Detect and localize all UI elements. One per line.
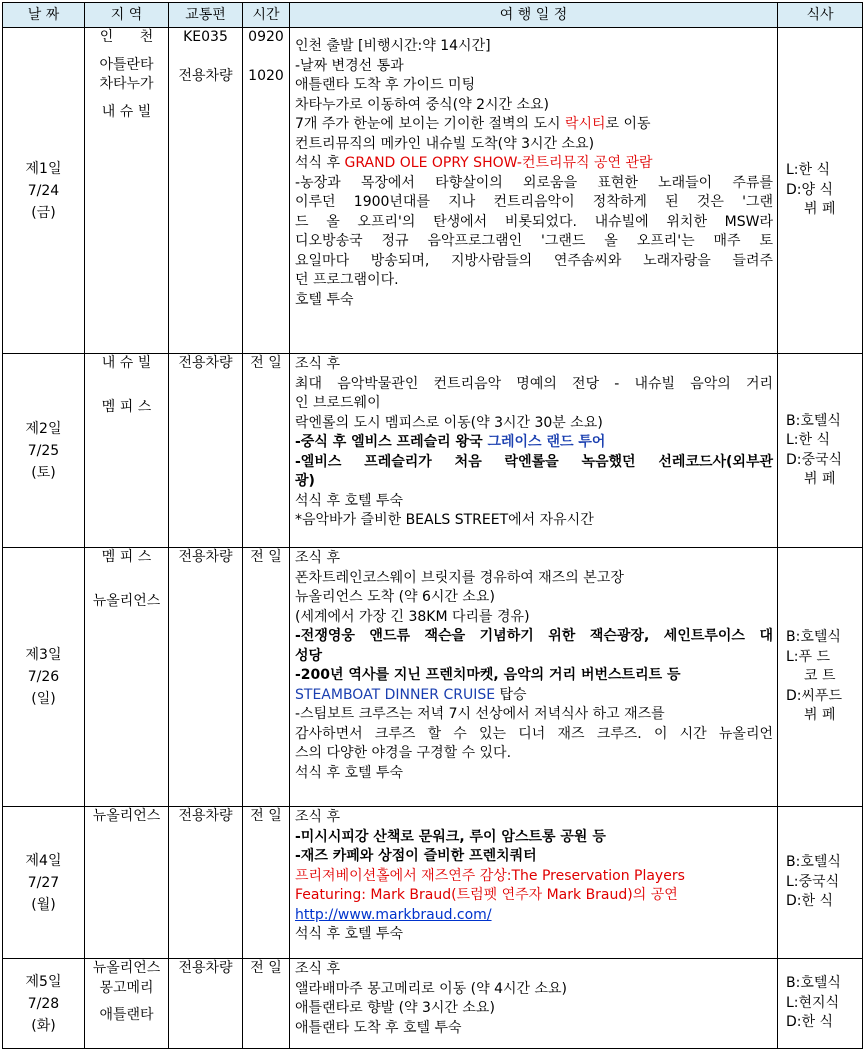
plan-line: 최대 음악박물관인 컨트리음악 명예의 전당 - 내슈빌 음악의 거리 bbox=[295, 375, 773, 392]
meal-item: D:한 식 bbox=[786, 893, 833, 910]
region-cell bbox=[85, 959, 169, 1049]
day-weekday: (금) bbox=[31, 204, 56, 221]
plan-line: 호텔 투숙 bbox=[295, 291, 354, 308]
meal-item: 뷔 페 bbox=[804, 707, 836, 724]
meal-item: D:중국식 bbox=[786, 451, 843, 468]
time-all-day: 전 일 bbox=[250, 549, 282, 565]
day-label: 제5일 bbox=[25, 973, 62, 990]
plan-line: 인천 출발 [비행시간:약 14시간] bbox=[295, 38, 491, 54]
time-cell bbox=[243, 959, 290, 1049]
meal-cell bbox=[778, 354, 863, 548]
plan-cell bbox=[290, 807, 778, 959]
meal-item: B:호텔식 bbox=[786, 975, 841, 992]
region-name: 멤 피 스 bbox=[101, 398, 152, 415]
plan-text: 탑승 bbox=[495, 686, 527, 703]
transport-mode: 전용차량 bbox=[178, 808, 233, 824]
time-cell bbox=[243, 354, 290, 548]
plan-line: 석식 후 호텔 투숙 bbox=[295, 492, 404, 509]
plan-cell bbox=[290, 959, 778, 1049]
header-row bbox=[3, 3, 863, 28]
plan-line: 던 프로그램이다. bbox=[295, 272, 399, 288]
meal-item: B:호텔식 bbox=[786, 854, 841, 871]
day-label: 제2일 bbox=[25, 420, 62, 437]
time-cell bbox=[243, 807, 290, 959]
region-name: 아틀란타 bbox=[99, 56, 154, 73]
header-transport: 교통편 bbox=[169, 3, 243, 28]
region-name: 뉴올리언스 bbox=[92, 960, 161, 976]
transport-cell bbox=[169, 807, 243, 959]
meal-item: L:현지식 bbox=[786, 994, 840, 1011]
plan-line: 차타누가로 이동하여 중식(약 2시간 소요) bbox=[295, 96, 550, 113]
transport-mode: 전용차량 bbox=[178, 68, 233, 84]
plan-line: 성당 bbox=[295, 647, 323, 664]
plan-line: 컨트리뮤직의 메카인 내슈빌 도착(약 3시간 소요) bbox=[295, 135, 595, 152]
arrival-time: 1020 bbox=[248, 68, 284, 84]
header-time: 시간 bbox=[243, 3, 290, 28]
day-weekday: (월) bbox=[31, 896, 56, 913]
plan-line: 요일마다 방송되며, 지방사람들의 연주솜씨와 노래자랑을 들려주 bbox=[295, 252, 773, 269]
plan-line: -엘비스 프레슬리가 처음 락엔롤을 녹음했던 선레코드사(외부관 bbox=[295, 453, 773, 470]
plan-line: 광) bbox=[295, 473, 315, 489]
meal-item: D:씨푸드 bbox=[786, 687, 843, 704]
day-row-2 bbox=[3, 354, 863, 548]
day-row-4 bbox=[3, 807, 863, 959]
highlight-preservation-hall: 프리져베이션홀에서 재즈연주 감상:The Preservation Players bbox=[295, 867, 685, 884]
plan-line: 석식 후 호텔 투숙 bbox=[295, 764, 404, 781]
transport-cell bbox=[169, 959, 243, 1049]
region-name: 차타누가 bbox=[99, 76, 154, 92]
plan-line: -재즈 카페와 상점이 즐비한 프렌치쿼터 bbox=[295, 848, 537, 864]
region-name: 내 슈 빌 bbox=[101, 103, 152, 120]
plan-line: -전쟁영웅 앤드류 잭슨을 기념하기 위한 잭슨광장, 세인트루이스 대 bbox=[295, 628, 773, 644]
region-cell bbox=[85, 28, 169, 354]
meal-item: 뷔 페 bbox=[804, 201, 836, 218]
plan-cell bbox=[290, 354, 778, 548]
plan-line: 감사하면서 크루즈 할 수 있는 디너 재즈 크루즈. 이 시간 뉴올리언 bbox=[295, 725, 773, 742]
flight-number: KE035 bbox=[183, 29, 228, 45]
plan-line bbox=[295, 115, 773, 135]
plan-text: 석식 후 bbox=[295, 155, 345, 171]
meal-item: B:호텔식 bbox=[786, 412, 841, 429]
highlight-opry-show: GRAND OLE OPRY SHOW-컨트리뮤직 공연 관람 bbox=[344, 155, 653, 171]
plan-line: *음악바가 즐비한 BEALS STREET에서 자유시간 bbox=[295, 512, 594, 528]
day-weekday: (일) bbox=[31, 691, 56, 707]
meal-cell bbox=[778, 959, 863, 1049]
plan-line: 이루던 1900년대를 지나 컨트리음악이 정착하게 된 것은 '그랜 bbox=[295, 194, 773, 210]
date-cell bbox=[3, 548, 85, 807]
plan-line: 조식 후 bbox=[295, 809, 341, 825]
date-cell bbox=[3, 354, 85, 548]
plan-line: 뉴올리언스 도착 (약 6시간 소요) bbox=[295, 589, 495, 605]
meal-item: L:한 식 bbox=[786, 162, 831, 179]
meal-item: L:한 식 bbox=[786, 432, 831, 448]
transport-mode: 전용차량 bbox=[178, 960, 233, 976]
plan-line bbox=[295, 154, 773, 174]
plan-line: 락엔롤의 도시 멤피스로 이동(약 3시간 30분 소요) bbox=[295, 414, 603, 431]
day-row-5 bbox=[3, 959, 863, 1049]
region-cell bbox=[85, 807, 169, 959]
day-date: 7/27 bbox=[27, 874, 60, 891]
plan-line: 조식 후 bbox=[295, 961, 341, 977]
meal-cell bbox=[778, 548, 863, 807]
plan-line: 앨라배마주 몽고메리로 이동 (약 4시간 소요) bbox=[295, 980, 567, 997]
transport-cell bbox=[169, 354, 243, 548]
itinerary-table bbox=[2, 2, 863, 1049]
highlight-steamboat: STEAMBOAT DINNER CRUISE bbox=[295, 686, 496, 703]
markbraud-link[interactable]: http://www.markbraud.com/ bbox=[295, 906, 492, 923]
highlight-graceland: 그레이스 랜드 투어 bbox=[487, 434, 606, 450]
plan-cell bbox=[290, 28, 778, 354]
plan-line: 폰차트레인코스웨이 브릿지를 경유하여 재즈의 본고장 bbox=[295, 569, 624, 586]
plan-line: 조식 후 bbox=[295, 550, 341, 566]
transport-mode: 전용차량 bbox=[178, 549, 233, 565]
day-label: 제1일 bbox=[25, 160, 62, 177]
time-cell bbox=[243, 548, 290, 807]
meal-item: D:양 식 bbox=[786, 181, 833, 198]
region-name: 멤 피 스 bbox=[101, 549, 152, 565]
region-name: 뉴올리언스 bbox=[92, 808, 161, 824]
meal-item: D:한 식 bbox=[786, 1014, 833, 1031]
day-label: 제3일 bbox=[25, 647, 62, 663]
transport-cell bbox=[169, 28, 243, 354]
region-name: 애틀랜타 bbox=[99, 1007, 154, 1023]
plan-line bbox=[295, 433, 773, 453]
time-all-day: 전 일 bbox=[250, 960, 282, 976]
plan-line: (세계에서 가장 긴 38KM 다리를 경유) bbox=[295, 608, 530, 625]
departure-time: 0920 bbox=[248, 29, 284, 45]
day-date: 7/26 bbox=[27, 669, 60, 685]
plan-line: -날짜 변경선 통과 bbox=[295, 57, 404, 74]
day-row-1 bbox=[3, 28, 863, 354]
plan-line: 석식 후 호텔 투숙 bbox=[295, 926, 404, 942]
highlight-mark-braud: Featuring: Mark Braud(트럼펫 연주자 Mark Braud)의 공연 bbox=[295, 887, 678, 903]
date-cell bbox=[3, 807, 85, 959]
highlight-rock-city: 락시티 bbox=[564, 116, 606, 132]
plan-cell bbox=[290, 548, 778, 807]
plan-line: -스팀보트 크루즈는 저녁 7시 선상에서 저녁식사 하고 재즈를 bbox=[295, 706, 665, 722]
day-weekday: (토) bbox=[31, 464, 56, 481]
plan-line: 디오방송국 정규 음악프로그램인 '그랜드 올 오프리'는 매주 토 bbox=[295, 233, 773, 249]
region-name: 내 슈 빌 bbox=[101, 355, 152, 371]
meal-item: 뷔 페 bbox=[804, 471, 836, 487]
plan-line: 조식 후 bbox=[295, 356, 341, 372]
plan-line: 드 올 오프리'의 탄생에서 비롯되었다. 내슈빌에 위치한 MSW라 bbox=[295, 213, 773, 230]
header-plan: 여 행 일 정 bbox=[290, 3, 778, 28]
header-date: 날 짜 bbox=[3, 3, 85, 28]
plan-text: 로 이동 bbox=[605, 116, 651, 132]
region-cell bbox=[85, 354, 169, 548]
plan-line: 애틀랜타로 향발 (약 3시간 소요) bbox=[295, 1000, 495, 1016]
region-name: 몽고메리 bbox=[99, 979, 154, 996]
plan-line bbox=[295, 686, 773, 706]
region-name: 뉴올리언스 bbox=[92, 592, 161, 609]
plan-line: 인 브로드웨이 bbox=[295, 395, 381, 411]
time-all-day: 전 일 bbox=[250, 808, 282, 824]
meal-item: L:푸 드 bbox=[786, 648, 831, 665]
day-weekday: (화) bbox=[31, 1017, 56, 1034]
plan-line: 애틀랜타 도착 후 가이드 미팅 bbox=[295, 77, 476, 93]
time-cell bbox=[243, 28, 290, 354]
meal-item: 코 트 bbox=[804, 668, 836, 685]
date-cell bbox=[3, 28, 85, 354]
day-label: 제4일 bbox=[25, 852, 62, 869]
plan-line: -농장과 목장에서 타향살이의 외로움을 표현한 노래들이 주류를 bbox=[295, 174, 773, 191]
header-region: 지 역 bbox=[85, 3, 169, 28]
plan-text: -중식 후 엘비스 프레슬리 왕국 bbox=[295, 434, 488, 450]
time-all-day: 전 일 bbox=[250, 355, 282, 371]
day-row-3 bbox=[3, 548, 863, 807]
meal-item: L:중국식 bbox=[786, 873, 840, 890]
meal-item: B:호텔식 bbox=[786, 629, 841, 646]
plan-line: -미시시피강 산책로 문워크, 루이 암스트롱 공원 등 bbox=[295, 828, 606, 845]
plan-line: -200년 역사를 지닌 프렌치마켓, 음악의 거리 버번스트리트 등 bbox=[295, 667, 681, 683]
plan-text: 7개 주가 한눈에 보이는 기이한 절벽의 도시 bbox=[295, 116, 565, 132]
day-date: 7/24 bbox=[27, 182, 60, 199]
header-meal: 식사 bbox=[778, 3, 863, 28]
date-cell bbox=[3, 959, 85, 1049]
day-date: 7/25 bbox=[27, 442, 60, 459]
region-name: 인 천 bbox=[99, 29, 154, 45]
plan-line: 스의 다양한 야경을 구경할 수 있다. bbox=[295, 745, 512, 761]
day-date: 7/28 bbox=[27, 995, 60, 1012]
transport-mode: 전용차량 bbox=[178, 355, 233, 371]
meal-cell bbox=[778, 807, 863, 959]
transport-cell bbox=[169, 548, 243, 807]
meal-cell bbox=[778, 28, 863, 354]
plan-line: 애틀랜타 도착 후 호텔 투숙 bbox=[295, 1019, 462, 1036]
region-cell bbox=[85, 548, 169, 807]
